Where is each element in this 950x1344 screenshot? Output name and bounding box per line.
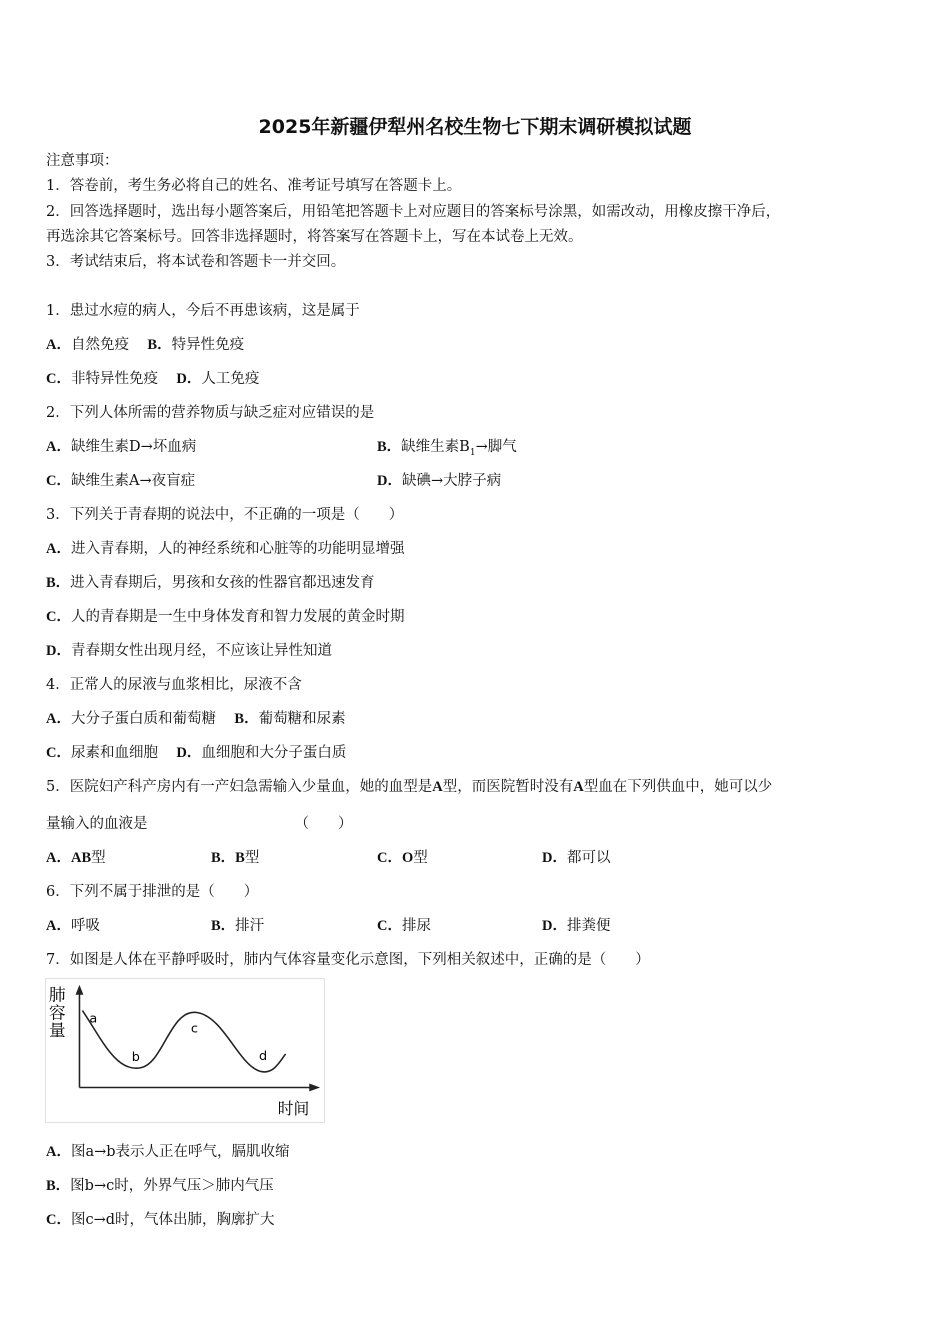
question-3-option-c — [46, 607, 404, 627]
blood-type: A — [432, 779, 443, 795]
question-7-option-a — [46, 1142, 290, 1162]
question-2-option-b — [377, 437, 517, 463]
question-2-option-a — [46, 437, 196, 457]
y-axis-label: 容 — [48, 1002, 66, 1023]
option-c: 型 — [413, 850, 428, 866]
stem-text: 量输入的血液是 — [46, 816, 148, 832]
question-4-stem: 4．正常人的尿液与血浆相比，尿液不含 — [46, 677, 302, 693]
question-1-options-cd — [46, 369, 259, 389]
question-3-option-d — [46, 641, 332, 661]
option-d: 排粪便 — [566, 918, 611, 934]
option-b-suffix: →脚气 — [475, 439, 517, 455]
option-b: 排汗 — [235, 918, 265, 934]
question-6-option-a — [46, 916, 100, 936]
question-3-option-a — [46, 539, 404, 559]
y-axis-label: 肺 — [48, 984, 66, 1005]
option-label: A． — [46, 1144, 71, 1160]
option-c: 缺维生素A→夜盲症 — [70, 473, 196, 489]
stem-text: 型血在下列供血中，她可以少 — [583, 779, 773, 795]
question-2-stem: 2．下列人体所需的营养物质与缺乏症对应错误的是 — [46, 405, 375, 421]
stem-text: 型，而医院暂时没有 — [442, 779, 574, 795]
option-label: A． — [46, 337, 71, 353]
question-7-option-c — [46, 1210, 275, 1230]
question-6-option-b — [211, 916, 264, 936]
option-label: B． — [46, 1178, 71, 1194]
option-label: B． — [211, 850, 236, 866]
lung-volume-graph — [46, 979, 324, 1122]
lung-volume-curve — [82, 1011, 285, 1072]
question-5-stem-cont — [46, 814, 353, 834]
point-label-d: d — [258, 1048, 268, 1064]
option-c: 非特异性免疫 — [70, 371, 158, 387]
question-7-option-b — [46, 1176, 274, 1196]
option-d: 缺碘→大脖子病 — [401, 473, 502, 489]
answer-paren: （ ） — [294, 816, 353, 832]
option-label: A． — [46, 850, 71, 866]
option-a: 缺维生素D→坏血病 — [70, 439, 197, 455]
option-a: 呼吸 — [70, 918, 100, 934]
option-d: 都可以 — [566, 850, 611, 866]
option-a: 大分子蛋白质和葡萄糖 — [70, 711, 216, 727]
x-axis-label: 时间 — [277, 1099, 310, 1119]
option-label: B． — [377, 439, 402, 455]
question-1-stem: 1．患过水痘的病人，今后不再患该病，这是属于 — [46, 303, 360, 319]
option-label: C． — [377, 918, 402, 934]
option-b-type: B — [235, 850, 245, 866]
question-2-option-d — [377, 471, 501, 491]
option-label: C． — [46, 473, 71, 489]
question-5-option-b — [211, 848, 259, 868]
subscript: 1 — [469, 447, 476, 458]
notice-item: 1．答卷前，考生务必将自己的姓名、准考证号填写在答题卡上。 — [46, 178, 462, 194]
question-6-option-c — [377, 916, 431, 936]
point-label-c: c — [190, 1021, 198, 1037]
x-axis-arrow — [309, 1084, 320, 1092]
option-c: 尿素和血细胞 — [70, 745, 158, 761]
lung-volume-figure — [45, 978, 325, 1123]
option-label: B． — [234, 711, 259, 727]
notice-item: 3．考试结束后，将本试卷和答题卡一并交回。 — [46, 254, 346, 270]
point-label-a: a — [89, 1011, 98, 1027]
option-label: C． — [377, 850, 402, 866]
option-label: B． — [147, 337, 172, 353]
notice-heading: 注意事项： — [46, 153, 119, 169]
question-5-option-c — [377, 848, 428, 868]
question-5-option-d — [542, 848, 610, 868]
notice-item: 再选涂其它答案标号。回答非选择题时，将答案写在答题卡上，写在本试卷上无效。 — [46, 229, 583, 245]
blood-type: A — [573, 779, 584, 795]
option-d: 青春期女性出现月经，不应该让异性知道 — [70, 643, 332, 659]
option-label: B． — [46, 575, 71, 591]
option-d: 血细胞和大分子蛋白质 — [201, 745, 347, 761]
question-1-options-ab — [46, 335, 244, 355]
question-4-options-cd — [46, 743, 346, 763]
option-label: D． — [542, 850, 567, 866]
option-label: C． — [46, 1212, 71, 1228]
option-b: 进入青春期后，男孩和女孩的性器官都迅速发育 — [70, 575, 375, 591]
option-a: 型 — [91, 850, 106, 866]
y-axis-label: 量 — [48, 1020, 66, 1041]
option-b: 葡萄糖和尿素 — [258, 711, 346, 727]
option-label: D． — [46, 643, 71, 659]
option-d: 人工免疫 — [201, 371, 260, 387]
stem-text: 5．医院妇产科产房内有一产妇急需输入少量血，她的血型是 — [46, 779, 433, 795]
notice-item: 2．回答选择题时，选出每小题答案后，用铅笔把答题卡上对应题目的答案标号涂黑，如需改动，用橡皮擦干净后， — [46, 204, 781, 220]
option-label: C． — [46, 609, 71, 625]
question-6-option-d — [542, 916, 610, 936]
question-7-stem: 7．如图是人体在平静呼吸时，肺内气体容量变化示意图，下列相关叙述中，正确的是（ ） — [46, 952, 650, 968]
option-a: 自然免疫 — [70, 337, 129, 353]
question-2-option-c — [46, 471, 195, 491]
option-c: 排尿 — [401, 918, 431, 934]
option-c-type: O — [401, 850, 414, 866]
option-b: 图b→c时，外界气压＞肺内气压 — [70, 1178, 274, 1194]
option-c: 人的青春期是一生中身体发育和智力发展的黄金时期 — [70, 609, 405, 625]
point-label-b: b — [131, 1049, 140, 1065]
question-6-stem: 6．下列不属于排泄的是（ ） — [46, 884, 259, 900]
option-label: C． — [46, 745, 71, 761]
option-label: D． — [176, 745, 202, 761]
option-a: 图a→b表示人正在呼气，膈肌收缩 — [70, 1144, 290, 1160]
question-5-stem — [46, 777, 772, 797]
option-label: D． — [542, 918, 567, 934]
question-3-option-b — [46, 573, 375, 593]
option-b: 特异性免疫 — [171, 337, 245, 353]
option-label: A． — [46, 541, 71, 557]
option-label: C． — [46, 371, 71, 387]
option-b: 缺维生素B — [401, 439, 470, 455]
option-label: B． — [211, 918, 236, 934]
page-title: 2025年新疆伊犁州名校生物七下期末调研模拟试题 — [258, 116, 692, 138]
option-b: 型 — [244, 850, 260, 866]
question-5-option-a — [46, 848, 106, 868]
option-label: A． — [46, 918, 71, 934]
option-label: D． — [176, 371, 202, 387]
option-c: 图c→d时，气体出肺，胸廓扩大 — [70, 1212, 275, 1228]
option-a: 进入青春期，人的神经系统和心脏等的功能明显增强 — [70, 541, 405, 557]
option-label: A． — [46, 711, 71, 727]
y-axis-arrow — [76, 985, 84, 995]
option-a-type: AB — [70, 850, 92, 866]
question-4-options-ab — [46, 709, 346, 729]
question-3-stem: 3．下列关于青春期的说法中，不正确的一项是（ ） — [46, 507, 404, 523]
option-label: D． — [377, 473, 402, 489]
option-label: A． — [46, 439, 71, 455]
